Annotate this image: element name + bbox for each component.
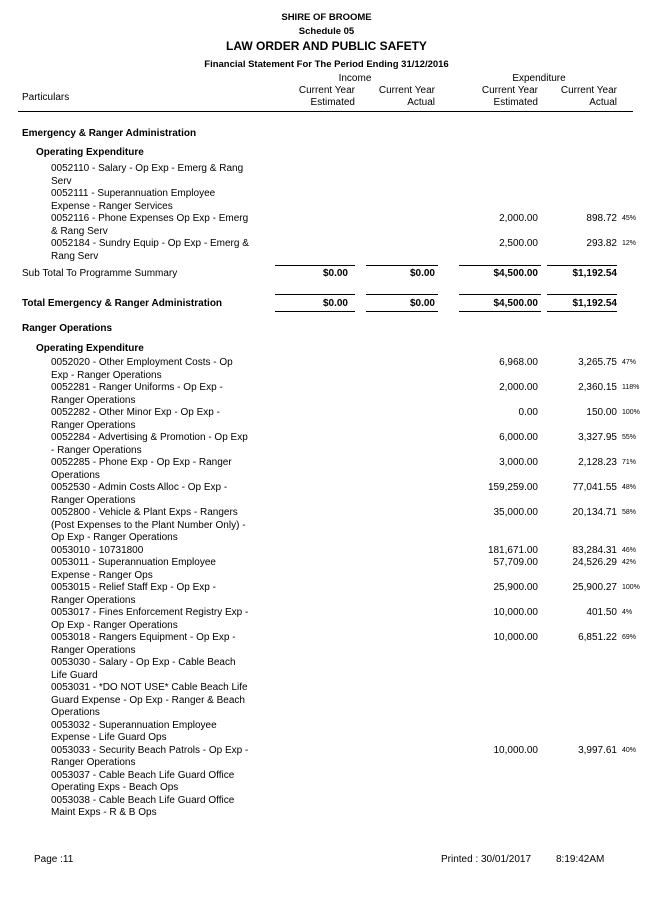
list-item: 0052281 - Ranger Uniforms - Op Exp - Ranger Operations xyxy=(51,382,223,406)
printed-date: 30/01/2017 xyxy=(481,854,532,865)
list-item: 0053037 - Cable Beach Life Guard Office Operating Exps - Beach Ops xyxy=(51,769,235,793)
list-item: 0052284 - Advertising & Promotion - Op Exp - Ranger Operations xyxy=(51,432,248,456)
expenditure-actual-value: 25,900.27 xyxy=(572,582,617,593)
list-item: 0052530 - Admin Costs Alloc - Op Exp - Ranger Operations xyxy=(51,482,228,506)
percent-value: 42% xyxy=(622,559,637,566)
expenditure-actual-value: 3,997.61 xyxy=(578,744,617,756)
percent-value: 46% xyxy=(622,546,637,554)
total-underline xyxy=(547,311,617,312)
expenditure-estimated-value: 25,900.00 xyxy=(493,582,538,593)
schedule-label: Schedule 05 xyxy=(298,26,355,37)
organisation-name: SHIRE OF BROOME xyxy=(281,12,372,23)
expenditure-estimated-value: 10,000.00 xyxy=(493,744,538,756)
list-item: 0053032 - Superannuation Employee Expense - Life Guard Ops xyxy=(51,719,217,743)
list-item: 0052110 - Salary - Op Exp - Emerg & Rang Serv xyxy=(51,163,244,187)
income-group-heading: Income xyxy=(338,73,372,84)
expenditure-actual-value: 401.50 xyxy=(586,607,617,618)
section-subtitle-emergency: Operating Expenditure xyxy=(36,147,144,158)
expenditure-actual-value: 3,327.95 xyxy=(578,432,617,443)
expenditure-actual-value: 2,128.23 xyxy=(578,457,617,468)
percent-value: 47% xyxy=(622,359,637,366)
expenditure-actual-value: 83,284.31 xyxy=(572,544,617,556)
expenditure-actual-heading: Current Year Actual xyxy=(560,85,617,108)
expenditure-actual-value: 6,851.22 xyxy=(578,632,617,643)
expenditure-estimated-value: 159,259.00 xyxy=(487,482,538,493)
list-item: 0053038 - Cable Beach Life Guard Office Maint Exps - R & B Ops xyxy=(51,794,235,818)
total-income-estimated: $0.00 xyxy=(322,298,348,309)
subtotal-label: Sub Total To Programme Summary xyxy=(22,268,178,279)
expenditure-estimated-value: 10,000.00 xyxy=(493,632,538,643)
subtotal-rule xyxy=(547,265,617,266)
expenditure-estimated-value: 57,709.00 xyxy=(493,557,538,568)
percent-value: 12% xyxy=(622,240,637,247)
list-item: 0052282 - Other Minor Exp - Op Exp - Ranger Operations xyxy=(51,407,220,431)
list-item: 0052020 - Other Employment Costs - Op Exp - Ranger Operations xyxy=(51,357,233,381)
percent-value: 100% xyxy=(622,584,640,591)
total-underline xyxy=(366,311,438,312)
report-period: Financial Statement For The Period Ending 31/12/2016 xyxy=(204,59,449,70)
list-item: 0053018 - Rangers Equipment - Op Exp - Ranger Operations xyxy=(51,632,236,656)
expenditure-estimated-value: 6,968.00 xyxy=(499,357,538,368)
expenditure-estimated-value: 35,000.00 xyxy=(493,507,538,518)
expenditure-estimated-value: 6,000.00 xyxy=(499,432,538,443)
list-item: 0053031 - *DO NOT USE* Cable Beach Life Guard Expense - Op Exp - Ranger & Beach Operations xyxy=(51,682,248,718)
list-item: 0053017 - Fines Enforcement Registry Exp - Op Exp - Ranger Operations xyxy=(51,607,249,631)
list-item: 0053015 - Relief Staff Exp - Op Exp - Ranger Operations xyxy=(51,582,216,606)
expenditure-group-heading: Expenditure xyxy=(512,73,566,84)
subtotal-expenditure-estimated: $4,500.00 xyxy=(493,268,538,279)
subtotal-rule xyxy=(459,265,541,266)
expenditure-actual-value: 24,526.29 xyxy=(572,557,617,568)
percent-value: 118% xyxy=(622,384,640,391)
percent-value: 55% xyxy=(622,434,637,441)
printed-time: 8:19:42AM xyxy=(556,854,605,865)
list-item: 0053033 - Security Beach Patrols - Op Exp - Ranger Operations xyxy=(51,744,249,768)
report-title: LAW ORDER AND PUBLIC SAFETY xyxy=(226,39,427,53)
income-estimated-heading: Current Year Estimated xyxy=(298,85,355,108)
list-item: 0053030 - Salary - Op Exp - Cable Beach Life Guard xyxy=(51,657,236,681)
total-rule xyxy=(547,294,617,295)
expenditure-estimated-value: 2,000.00 xyxy=(499,213,538,224)
subtotal-rule xyxy=(366,265,438,266)
expenditure-actual-value: 77,041.55 xyxy=(572,482,617,493)
subtotal-income-estimated: $0.00 xyxy=(322,268,348,279)
list-item: 0052285 - Phone Exp - Op Exp - Ranger Operations xyxy=(51,457,232,481)
total-expenditure-actual: $1,192.54 xyxy=(572,298,617,309)
percent-value: 48% xyxy=(622,484,637,491)
header-divider xyxy=(18,111,633,112)
list-item: 0052116 - Phone Expenses Op Exp - Emerg & Rang Serv xyxy=(51,213,249,237)
percent-value: 4% xyxy=(622,609,633,616)
expenditure-estimated-value: 181,671.00 xyxy=(487,544,538,556)
expenditure-estimated-value: 10,000.00 xyxy=(493,607,538,618)
expenditure-actual-value: 2,360.15 xyxy=(578,382,617,393)
section-title-ranger-operations: Ranger Operations xyxy=(22,323,113,334)
income-actual-heading: Current Year Actual xyxy=(378,85,435,108)
percent-value: 45% xyxy=(622,215,637,222)
expenditure-estimated-value: 2,500.00 xyxy=(499,238,538,249)
section-title-emergency: Emergency & Ranger Administration xyxy=(22,128,197,139)
page-number: Page :11 xyxy=(34,854,74,865)
total-label: Total Emergency & Ranger Administration xyxy=(22,298,223,309)
percent-value: 100% xyxy=(622,409,640,416)
list-item: 0052111 - Superannuation Employee Expense - Ranger Services xyxy=(51,188,216,212)
list-item: 0053010 - 10731800 xyxy=(51,544,144,556)
expenditure-actual-value: 20,134.71 xyxy=(572,507,617,518)
percent-value: 40% xyxy=(622,746,637,754)
expenditure-estimated-value: 0.00 xyxy=(518,407,538,418)
printed-label: Printed : xyxy=(441,854,479,865)
total-rule xyxy=(275,294,355,295)
percent-value: 58% xyxy=(622,509,637,516)
expenditure-estimated-value: 2,000.00 xyxy=(499,382,538,393)
expenditure-actual-value: 293.82 xyxy=(586,238,617,249)
percent-value: 71% xyxy=(622,459,637,466)
expenditure-actual-value: 150.00 xyxy=(586,407,617,418)
total-expenditure-estimated: $4,500.00 xyxy=(493,298,538,309)
total-underline xyxy=(275,311,355,312)
section-subtitle-ranger-operations: Operating Expenditure xyxy=(36,343,144,354)
list-item: 0053011 - Superannuation Employee Expense - Ranger Ops xyxy=(51,557,216,581)
expenditure-actual-value: 3,265.75 xyxy=(578,357,617,368)
particulars-heading: Particulars xyxy=(22,92,70,103)
total-underline xyxy=(459,311,541,312)
percent-value: 69% xyxy=(622,634,637,641)
subtotal-income-actual: $0.00 xyxy=(409,268,435,279)
total-rule xyxy=(366,294,438,295)
list-item: 0052184 - Sundry Equip - Op Exp - Emerg & Rang Serv xyxy=(51,238,249,262)
expenditure-estimated-heading: Current Year Estimated xyxy=(481,85,538,108)
total-income-actual: $0.00 xyxy=(409,298,435,309)
expenditure-actual-value: 898.72 xyxy=(586,213,617,224)
list-item: 0052800 - Vehicle & Plant Exps - Rangers (Post Expenses to the Plant Number Only) - Op Exp - Ranger Operations xyxy=(51,507,246,543)
total-rule xyxy=(459,294,541,295)
subtotal-expenditure-actual: $1,192.54 xyxy=(572,268,617,279)
subtotal-rule xyxy=(275,265,355,266)
expenditure-estimated-value: 3,000.00 xyxy=(499,457,538,468)
